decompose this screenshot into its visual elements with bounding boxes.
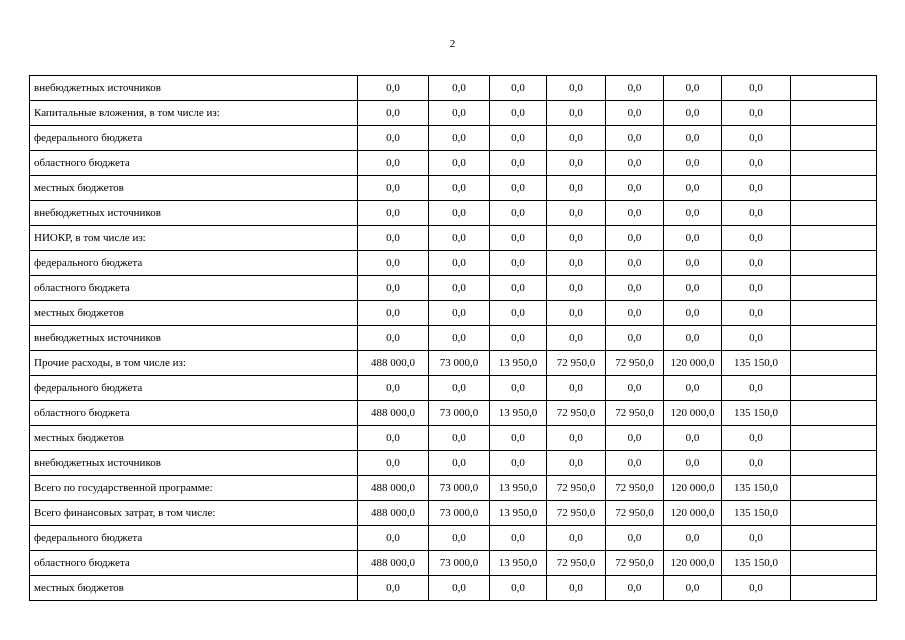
- value-cell: 0,0: [722, 226, 791, 251]
- value-cell: 0,0: [358, 201, 429, 226]
- empty-cell: [791, 126, 877, 151]
- value-cell: 0,0: [358, 126, 429, 151]
- empty-cell: [791, 576, 877, 601]
- value-cell: 0,0: [722, 126, 791, 151]
- value-cell: 0,0: [429, 201, 490, 226]
- empty-cell: [791, 101, 877, 126]
- value-cell: 72 950,0: [547, 351, 606, 376]
- empty-cell: [791, 426, 877, 451]
- value-cell: 0,0: [490, 251, 547, 276]
- value-cell: 135 150,0: [722, 351, 791, 376]
- value-cell: 0,0: [606, 126, 664, 151]
- value-cell: 0,0: [547, 576, 606, 601]
- value-cell: 135 150,0: [722, 476, 791, 501]
- value-cell: 73 000,0: [429, 351, 490, 376]
- table-row: [30, 326, 877, 351]
- value-cell: 0,0: [358, 151, 429, 176]
- value-cell: 488 000,0: [358, 351, 429, 376]
- value-cell: 0,0: [664, 451, 722, 476]
- value-cell: 0,0: [606, 301, 664, 326]
- value-cell: 0,0: [429, 576, 490, 601]
- value-cell: 0,0: [547, 251, 606, 276]
- value-cell: 0,0: [664, 376, 722, 401]
- row-label: Всего финансовых затрат, в том числе:: [30, 501, 358, 526]
- value-cell: 72 950,0: [547, 401, 606, 426]
- row-label: федерального бюджета: [30, 526, 358, 551]
- value-cell: 0,0: [490, 301, 547, 326]
- value-cell: 0,0: [358, 451, 429, 476]
- table-row: [30, 276, 877, 301]
- value-cell: 0,0: [606, 326, 664, 351]
- value-cell: 0,0: [664, 301, 722, 326]
- value-cell: 0,0: [490, 326, 547, 351]
- value-cell: 0,0: [664, 176, 722, 201]
- value-cell: 0,0: [664, 276, 722, 301]
- value-cell: 13 950,0: [490, 476, 547, 501]
- value-cell: 0,0: [490, 151, 547, 176]
- row-label: федерального бюджета: [30, 376, 358, 401]
- value-cell: 0,0: [358, 576, 429, 601]
- value-cell: 0,0: [429, 301, 490, 326]
- value-cell: 73 000,0: [429, 476, 490, 501]
- value-cell: 0,0: [722, 326, 791, 351]
- value-cell: 0,0: [429, 151, 490, 176]
- row-label: областного бюджета: [30, 551, 358, 576]
- value-cell: 72 950,0: [606, 551, 664, 576]
- value-cell: 0,0: [358, 176, 429, 201]
- value-cell: 0,0: [722, 201, 791, 226]
- value-cell: 0,0: [606, 76, 664, 101]
- value-cell: 0,0: [490, 526, 547, 551]
- value-cell: 72 950,0: [606, 401, 664, 426]
- value-cell: 0,0: [547, 101, 606, 126]
- value-cell: 0,0: [722, 376, 791, 401]
- empty-cell: [791, 351, 877, 376]
- value-cell: 73 000,0: [429, 401, 490, 426]
- value-cell: 0,0: [429, 226, 490, 251]
- value-cell: 0,0: [490, 176, 547, 201]
- value-cell: 0,0: [358, 376, 429, 401]
- value-cell: 0,0: [664, 126, 722, 151]
- value-cell: 0,0: [490, 451, 547, 476]
- value-cell: 0,0: [547, 176, 606, 201]
- table-row: [30, 76, 877, 101]
- table-row: [30, 376, 877, 401]
- value-cell: 0,0: [547, 151, 606, 176]
- value-cell: 0,0: [722, 76, 791, 101]
- table-row: [30, 501, 877, 526]
- value-cell: 72 950,0: [606, 476, 664, 501]
- empty-cell: [791, 501, 877, 526]
- table-row: [30, 251, 877, 276]
- empty-cell: [791, 376, 877, 401]
- row-label: Прочие расходы, в том числе из:: [30, 351, 358, 376]
- value-cell: 0,0: [606, 101, 664, 126]
- value-cell: 0,0: [606, 426, 664, 451]
- value-cell: 0,0: [722, 176, 791, 201]
- value-cell: 0,0: [358, 251, 429, 276]
- value-cell: 0,0: [664, 326, 722, 351]
- value-cell: 0,0: [606, 201, 664, 226]
- value-cell: 0,0: [547, 426, 606, 451]
- value-cell: 0,0: [606, 276, 664, 301]
- value-cell: 0,0: [490, 126, 547, 151]
- value-cell: 0,0: [606, 576, 664, 601]
- value-cell: 0,0: [429, 526, 490, 551]
- value-cell: 13 950,0: [490, 401, 547, 426]
- table-row: [30, 451, 877, 476]
- value-cell: 120 000,0: [664, 401, 722, 426]
- empty-cell: [791, 401, 877, 426]
- row-label: внебюджетных источников: [30, 451, 358, 476]
- value-cell: 0,0: [429, 251, 490, 276]
- value-cell: 0,0: [664, 526, 722, 551]
- value-cell: 0,0: [490, 201, 547, 226]
- value-cell: 72 950,0: [547, 551, 606, 576]
- row-label: Всего по государственной программе:: [30, 476, 358, 501]
- value-cell: 73 000,0: [429, 551, 490, 576]
- value-cell: 0,0: [547, 376, 606, 401]
- row-label: Капитальные вложения, в том числе из:: [30, 101, 358, 126]
- empty-cell: [791, 176, 877, 201]
- value-cell: 72 950,0: [606, 351, 664, 376]
- budget-table: [29, 75, 877, 601]
- value-cell: 0,0: [664, 101, 722, 126]
- table-row: [30, 201, 877, 226]
- value-cell: 0,0: [490, 226, 547, 251]
- value-cell: 0,0: [722, 101, 791, 126]
- value-cell: 73 000,0: [429, 501, 490, 526]
- value-cell: 0,0: [490, 76, 547, 101]
- value-cell: 0,0: [547, 326, 606, 351]
- budget-table-body: [30, 76, 877, 601]
- value-cell: 0,0: [606, 376, 664, 401]
- value-cell: 488 000,0: [358, 501, 429, 526]
- value-cell: 0,0: [547, 76, 606, 101]
- row-label: местных бюджетов: [30, 176, 358, 201]
- value-cell: 0,0: [490, 376, 547, 401]
- value-cell: 0,0: [429, 376, 490, 401]
- value-cell: 0,0: [358, 326, 429, 351]
- value-cell: 0,0: [722, 451, 791, 476]
- value-cell: 0,0: [664, 201, 722, 226]
- table-row: [30, 576, 877, 601]
- value-cell: 0,0: [358, 226, 429, 251]
- value-cell: 0,0: [664, 426, 722, 451]
- value-cell: 0,0: [547, 126, 606, 151]
- empty-cell: [791, 301, 877, 326]
- table-row: [30, 101, 877, 126]
- value-cell: 0,0: [547, 451, 606, 476]
- row-label: федерального бюджета: [30, 251, 358, 276]
- row-label: местных бюджетов: [30, 576, 358, 601]
- value-cell: 0,0: [664, 576, 722, 601]
- table-row: [30, 151, 877, 176]
- value-cell: 0,0: [722, 276, 791, 301]
- empty-cell: [791, 451, 877, 476]
- table-row: [30, 401, 877, 426]
- value-cell: 135 150,0: [722, 501, 791, 526]
- value-cell: 0,0: [429, 451, 490, 476]
- value-cell: 13 950,0: [490, 551, 547, 576]
- page-number: 2: [449, 38, 456, 50]
- value-cell: 0,0: [606, 526, 664, 551]
- value-cell: 13 950,0: [490, 501, 547, 526]
- value-cell: 488 000,0: [358, 401, 429, 426]
- value-cell: 0,0: [429, 176, 490, 201]
- value-cell: 0,0: [490, 576, 547, 601]
- row-label: областного бюджета: [30, 276, 358, 301]
- value-cell: 0,0: [358, 301, 429, 326]
- value-cell: 0,0: [664, 226, 722, 251]
- value-cell: 0,0: [429, 76, 490, 101]
- table-row: [30, 351, 877, 376]
- value-cell: 488 000,0: [358, 476, 429, 501]
- value-cell: 72 950,0: [606, 501, 664, 526]
- row-label: внебюджетных источников: [30, 326, 358, 351]
- value-cell: 0,0: [358, 76, 429, 101]
- table-row: [30, 176, 877, 201]
- row-label: НИОКР, в том числе из:: [30, 226, 358, 251]
- row-label: местных бюджетов: [30, 426, 358, 451]
- value-cell: 0,0: [429, 126, 490, 151]
- value-cell: 0,0: [429, 101, 490, 126]
- value-cell: 0,0: [664, 151, 722, 176]
- row-label: внебюджетных источников: [30, 201, 358, 226]
- value-cell: 0,0: [547, 201, 606, 226]
- value-cell: 0,0: [606, 226, 664, 251]
- table-row: [30, 526, 877, 551]
- table-row: [30, 126, 877, 151]
- value-cell: 120 000,0: [664, 551, 722, 576]
- empty-cell: [791, 76, 877, 101]
- value-cell: 120 000,0: [664, 501, 722, 526]
- empty-cell: [791, 551, 877, 576]
- value-cell: 72 950,0: [547, 501, 606, 526]
- value-cell: 0,0: [606, 151, 664, 176]
- value-cell: 120 000,0: [664, 351, 722, 376]
- value-cell: 13 950,0: [490, 351, 547, 376]
- table-row: [30, 226, 877, 251]
- value-cell: 0,0: [722, 151, 791, 176]
- table-row: [30, 301, 877, 326]
- value-cell: 0,0: [429, 276, 490, 301]
- table-row: [30, 476, 877, 501]
- value-cell: 0,0: [606, 251, 664, 276]
- value-cell: 0,0: [429, 426, 490, 451]
- empty-cell: [791, 476, 877, 501]
- empty-cell: [791, 276, 877, 301]
- row-label: местных бюджетов: [30, 301, 358, 326]
- value-cell: 0,0: [429, 326, 490, 351]
- value-cell: 488 000,0: [358, 551, 429, 576]
- row-label: областного бюджета: [30, 401, 358, 426]
- value-cell: 0,0: [722, 576, 791, 601]
- value-cell: 0,0: [490, 426, 547, 451]
- value-cell: 0,0: [547, 301, 606, 326]
- value-cell: 72 950,0: [547, 476, 606, 501]
- value-cell: 0,0: [722, 426, 791, 451]
- value-cell: 0,0: [490, 101, 547, 126]
- empty-cell: [791, 251, 877, 276]
- table-row: [30, 426, 877, 451]
- value-cell: 0,0: [358, 276, 429, 301]
- empty-cell: [791, 526, 877, 551]
- row-label: федерального бюджета: [30, 126, 358, 151]
- value-cell: 0,0: [722, 526, 791, 551]
- value-cell: 0,0: [547, 276, 606, 301]
- value-cell: 0,0: [664, 76, 722, 101]
- empty-cell: [791, 201, 877, 226]
- value-cell: 0,0: [664, 251, 722, 276]
- value-cell: 135 150,0: [722, 551, 791, 576]
- value-cell: 0,0: [358, 426, 429, 451]
- empty-cell: [791, 326, 877, 351]
- value-cell: 0,0: [358, 101, 429, 126]
- row-label: внебюджетных источников: [30, 76, 358, 101]
- empty-cell: [791, 151, 877, 176]
- value-cell: 0,0: [547, 526, 606, 551]
- value-cell: 135 150,0: [722, 401, 791, 426]
- value-cell: 0,0: [358, 526, 429, 551]
- value-cell: 0,0: [722, 301, 791, 326]
- value-cell: 120 000,0: [664, 476, 722, 501]
- empty-cell: [791, 226, 877, 251]
- value-cell: 0,0: [606, 176, 664, 201]
- value-cell: 0,0: [606, 451, 664, 476]
- value-cell: 0,0: [490, 276, 547, 301]
- row-label: областного бюджета: [30, 151, 358, 176]
- table-row: [30, 551, 877, 576]
- value-cell: 0,0: [547, 226, 606, 251]
- value-cell: 0,0: [722, 251, 791, 276]
